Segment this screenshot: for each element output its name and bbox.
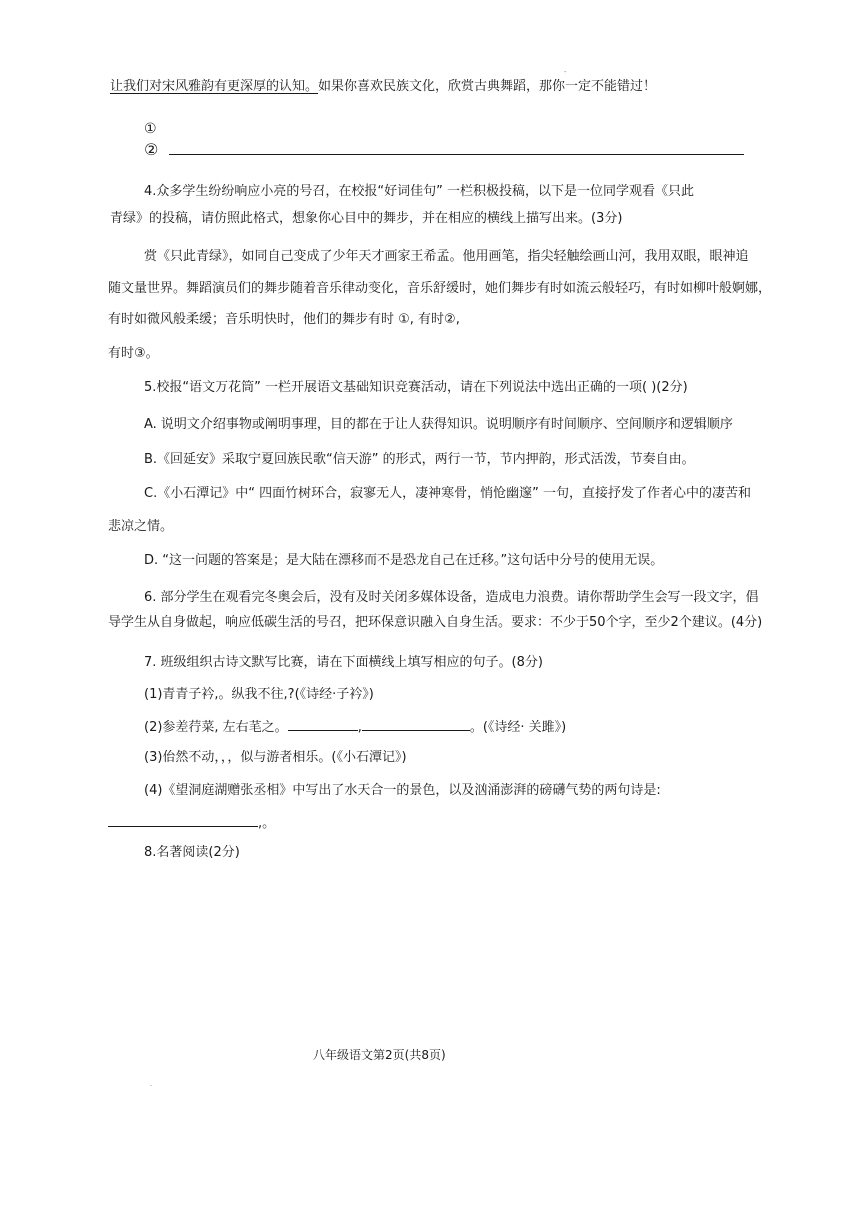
answer-two-blank[interactable] — [169, 142, 744, 155]
page-footer: 八年级语文第2页(共8页) — [313, 1048, 446, 1062]
intro-line — [110, 78, 656, 96]
q4-line1: 4.众多学生纷纷响应小亮的号召，在校报“好词佳句” 一栏积极投稿，以下是一位同学观看《只此 — [144, 184, 695, 199]
q4-line2: 青绿》的投稿，请仿照此格式，想象你心目中的舞步，并在相应的横线上描写出来。(3分) — [110, 211, 623, 226]
q8-stem: 8.名著阅读(2分) — [144, 845, 240, 860]
q6-line1: 6. 部分学生在观看完冬奥会后，没有及时关闭多媒体设备，造成电力浪费。请你帮助学生会写一段文字，倡 — [144, 590, 759, 605]
intro-rest: 如果你喜欢民族文化，欣赏古典舞蹈，那你一定不能错过！ — [318, 79, 657, 94]
q7-s4-blank[interactable] — [108, 814, 258, 827]
top-mark: - — [564, 68, 567, 76]
q4-para-line3: 有时如微风般柔缓；音乐明快时，他们的舞步有时 ①, 有时②, — [108, 312, 460, 327]
q7-s2-text: (2)参差荇菜, 左右芼之。 — [144, 720, 288, 735]
intro-underlined: 让我们对宋风雅韵有更深厚的认知。 — [110, 79, 319, 94]
q7-s2-comma: , — [357, 720, 362, 735]
q5-option-a: A. 说明文介绍事物或阐明事理，目的都在于让人获得知识。说明顺序有时间顺序、空间顺序和逻辑顺序 — [144, 417, 733, 432]
q5-option-b: B.《回延安》采取宁夏回族民歌“信天游” 的形式，两行一节，节内押韵，形式活泼，节奏自由。 — [144, 452, 695, 467]
q5-option-d: D. “这一问题的答案是；是大陆在漂移而不是恐龙自己在迁移。”这句话中分号的使用无误。 — [144, 553, 664, 568]
q7-sentence-4-answer — [108, 814, 275, 833]
q7-stem: 7. 班级组织古诗文默写比赛，请在下面横线上填写相应的句子。(8分) — [144, 655, 543, 670]
answer-two-label: ② — [144, 140, 159, 159]
q7-s2-blank-2[interactable] — [362, 718, 470, 731]
bottom-mark: . — [150, 1080, 153, 1088]
q5-option-c-line2: 悲凉之情。 — [108, 519, 174, 534]
q4-para-line2: 随文量世界。舞蹈演员们的舞步随着音乐律动变化，音乐舒缓时，她们舞步有时如流云般轻巧，有时如柳叶般婀娜， — [108, 281, 772, 296]
answer-one-label: ① — [144, 121, 157, 137]
q7-s2-blank-1[interactable] — [288, 718, 358, 731]
q7-sentence-4: (4)《望洞庭湖赠张丞相》中写出了水天合一的景色，以及汹涌澎湃的磅礴气势的两句诗是: — [144, 783, 661, 798]
answer-two-line — [144, 141, 744, 159]
q7-sentence-1: (1)青青子衿,。纵我不往,?(《诗经·子衿》) — [144, 687, 374, 702]
q7-sentence-2 — [144, 718, 566, 737]
q7-sentence-3: (3)佁然不动，，，似与游者相乐。(《小石潭记》) — [144, 750, 407, 765]
q5-option-c-line1: C.《小石潭记》中“ 四面竹树环合，寂寥无人，凄神寒骨，悄怆幽邃” 一句，直接抒发了作者心中的凄苦和 — [144, 486, 751, 501]
q4-para-line1: 赏《只此青绿》，如同自己变成了少年天才画家王希孟。他用画笔，指尖轻触绘画山河，我用双眼，眼神追 — [144, 249, 749, 264]
q6-line2: 导学生从自身做起，响应低碳生活的号召，把环保意识融入自身生活。要求：不少于50个字，至少2个建议。(4分) — [108, 615, 763, 630]
q7-s4-end: ,。 — [258, 816, 276, 831]
q7-s2-source: 。(《诗经· 关雎》) — [469, 720, 567, 735]
q4-para-line4: 有时③。 — [108, 346, 159, 361]
q5-stem: 5.校报“语文万花筒” 一栏开展语文基础知识竞赛活动，请在下列说法中选出正确的一项( )(2分) — [144, 380, 688, 395]
